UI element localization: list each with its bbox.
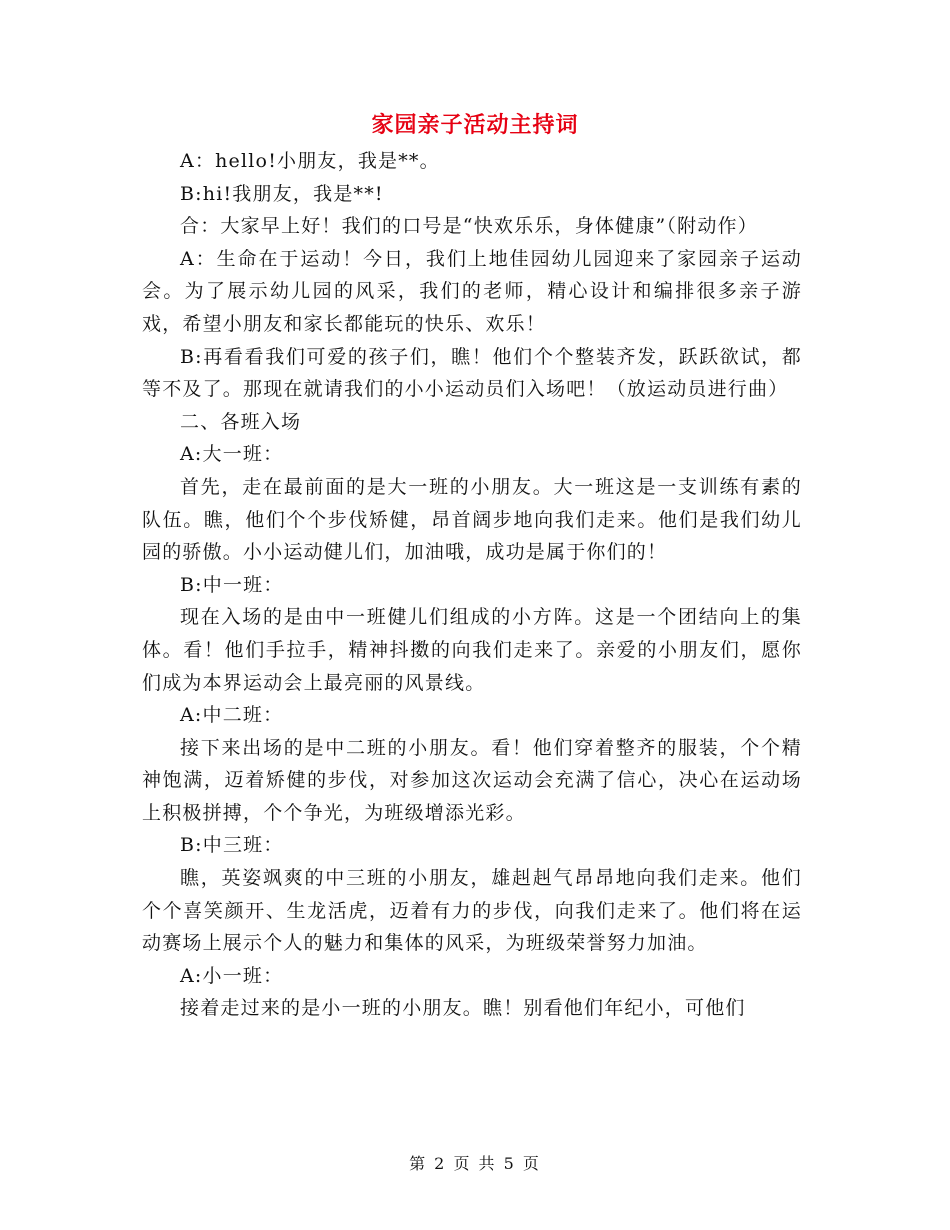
paragraph: 接下来出场的是中二班的小朋友。看！他们穿着整齐的服装，个个精神饱满，迈着矫健的步伐，对参加这次运动会充满了信心，决心在运动场上积极拼搏，个个争光，为班级增添光彩。: [142, 736, 802, 824]
speaker-line: A:中二班：: [180, 704, 284, 727]
paragraph: 瞧，英姿飒爽的中三班的小朋友，雄赳赳气昂昂地向我们走来。他们个个喜笑颜开、生龙活虎，迈着有力的步伐，向我们走来了。他们将在运动赛场上展示个人的魅力和集体的风采，为班级荣誉努力加油。: [142, 867, 802, 955]
page-footer: 第 2 页 共 5 页: [409, 1154, 541, 1173]
paragraph: 合：大家早上好！我们的口号是“快欢乐乐，身体健康”（附动作）: [180, 215, 758, 238]
document-title: 家园亲子活动主持词: [371, 112, 579, 138]
speaker-line: A:大一班：: [180, 443, 284, 466]
paragraph: 接着走过来的是小一班的小朋友。瞧！别看他们年纪小，可他们: [180, 997, 746, 1020]
document-body: [142, 145, 802, 1025]
paragraph: 首先，走在最前面的是大一班的小朋友。大一班这是一支训练有素的队伍。瞧，他们个个步伐矫健，昂首阔步地向我们走来。他们是我们幼儿园的骄傲。小小运动健儿们，加油哦，成功是属于你们的！: [142, 475, 802, 564]
paragraph: A：hello!小朋友，我是**。: [180, 150, 440, 172]
speaker-line: B:中三班：: [180, 834, 284, 857]
section-heading: 二、各班入场: [180, 410, 302, 433]
paragraph: 现在入场的是由中一班健儿们组成的小方阵。这是一个团结向上的集体。看！他们手拉手，精神抖擞的向我们走来了。亲爱的小朋友们，愿你们成为本界运动会上最亮丽的风景线。: [142, 606, 802, 694]
paragraph: B:hi!我朋友，我是**!: [180, 182, 384, 205]
paragraph: A：生命在于运动！今日，我们上地佳园幼儿园迎来了家园亲子运动会。为了展示幼儿园的风采，我们的老师，精心设计和编排很多亲子游戏，希望小朋友和家长都能玩的快乐、欢乐！: [142, 247, 802, 335]
paragraph: B:再看看我们可爱的孩子们，瞧！他们个个整装齐发，跃跃欲试，都等不及了。那现在就请我们的小小运动员们入场吧！（放运动员进行曲）: [142, 345, 802, 401]
speaker-line: B:中一班：: [180, 573, 284, 596]
speaker-line: A:小一班：: [180, 964, 284, 987]
